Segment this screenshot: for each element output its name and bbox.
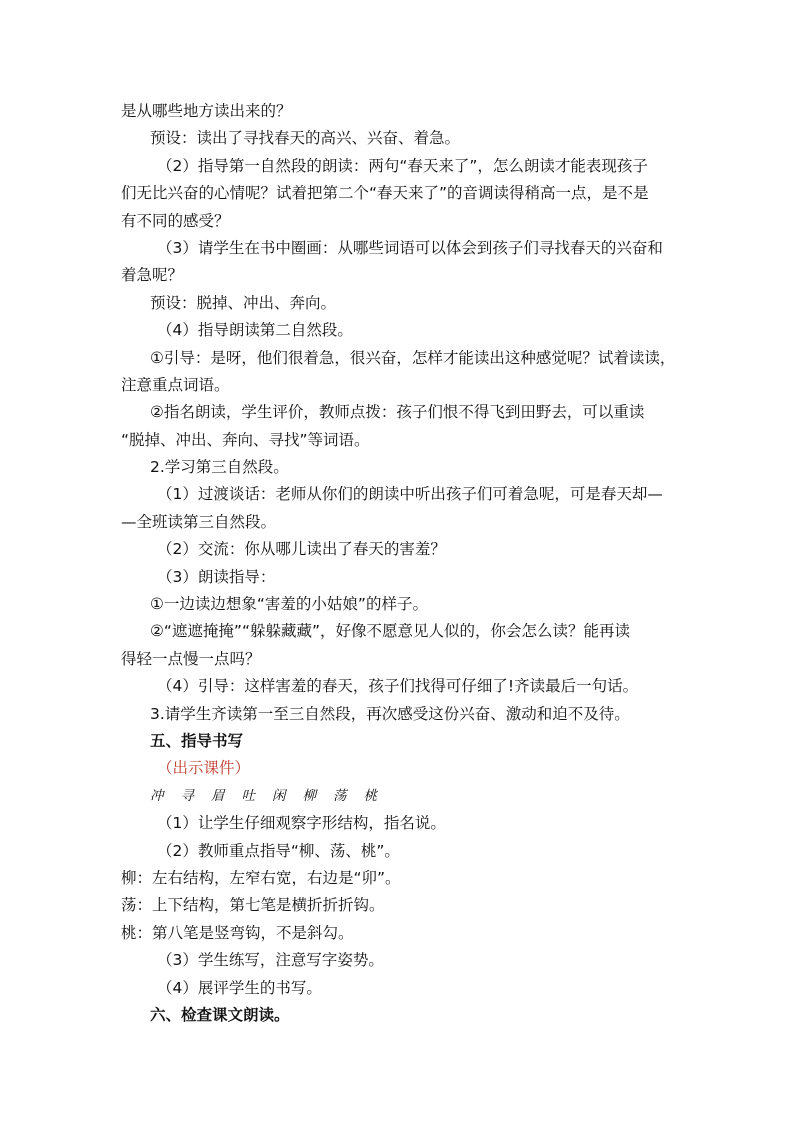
section-heading: 六、检查课文朗读。 [150,1005,290,1024]
text-line: （2）指导第一自然段的朗读：两句“春天来了”，怎么朗读才能表现孩子 [157,156,648,175]
text-line: （4）指导朗读第二自然段。 [157,321,353,340]
practice-char: 寻 [180,787,194,804]
text-line: 柳：左右结构，左窄右宽，右边是“卯”。 [121,868,401,887]
text-line: “脱掉、冲出、奔向、寻找”等词语。 [121,430,370,449]
text-line: 2.学习第三自然段。 [150,458,289,477]
text-line: ②指名朗读，学生评价，教师点拨：孩子们恨不得飞到田野去，可以重读 [150,403,645,422]
practice-char: 桃 [363,787,377,804]
practice-char: 眉 [211,787,225,804]
practice-char: 吐 [241,787,255,804]
text-line: 注意重点词语。 [121,375,230,394]
text-line: 有不同的感受？ [121,211,230,230]
text-line: 们无比兴奋的心情呢？试着把第二个“春天来了”的音调读得稍高一点，是不是 [121,184,649,203]
text-line: ②“遮遮掩掩”“躲躲藏藏”，好像不愿意见人似的，你会怎么读？能再读 [150,622,631,641]
practice-char: 冲 [150,787,164,804]
text-line: （2）交流：你从哪儿读出了春天的害羞？ [157,540,446,559]
text-line: 3.请学生齐读第一至三自然段，再次感受这份兴奋、激动和迫不及待。 [150,704,630,723]
text-line: （4）展评学生的书写。 [157,978,322,997]
text-line: ①引导：是呀，他们很着急，很兴奋，怎样才能读出这种感觉呢？试着读读， [150,348,676,367]
text-line: （1）过渡谈话：老师从你们的朗读中听出孩子们可着急呢，可是春天却— [157,485,663,504]
text-line: （1）让学生仔细观察字形结构，指名说。 [157,814,446,833]
text-line: （3）朗读指导： [157,567,276,586]
text-line: （3）学生练写，注意写字姿势。 [157,951,384,970]
text-line: （2）教师重点指导“柳、荡、桃”。 [157,841,400,860]
text-line: 预设：读出了寻找春天的高兴、兴奋、着急。 [150,129,461,148]
text-line: 荡：上下结构，第七笔是横折折折钩。 [121,896,385,915]
text-line: ①一边读边想象“害羞的小姑娘”的样子。 [150,595,428,614]
text-line: 是从哪些地方读出来的？ [121,102,292,120]
text-line: （4）引导：这样害羞的春天，孩子们找得可仔细了!齐读最后一句话。 [157,677,639,696]
text-line: 桃：第八笔是竖弯钩，不是斜勾。 [121,923,354,942]
text-line: —全班读第三自然段。 [121,512,277,531]
text-line: 得轻一点慢一点吗？ [121,649,261,668]
practice-char: 柳 [302,787,316,804]
text-line: 着急呢？ [121,266,184,285]
text-line: （3）请学生在书中圈画：从哪些词语可以体会到孩子们寻找春天的兴奋和 [157,238,663,257]
document-page [121,98,677,1029]
section-heading: 五、指导书写 [150,731,244,750]
courseware-note: （出示课件） [157,759,251,778]
practice-char: 荡 [333,787,347,804]
text-line: 预设：脱掉、冲出、奔向。 [150,293,337,312]
practice-char: 闲 [272,787,286,804]
practice-characters [121,783,677,810]
